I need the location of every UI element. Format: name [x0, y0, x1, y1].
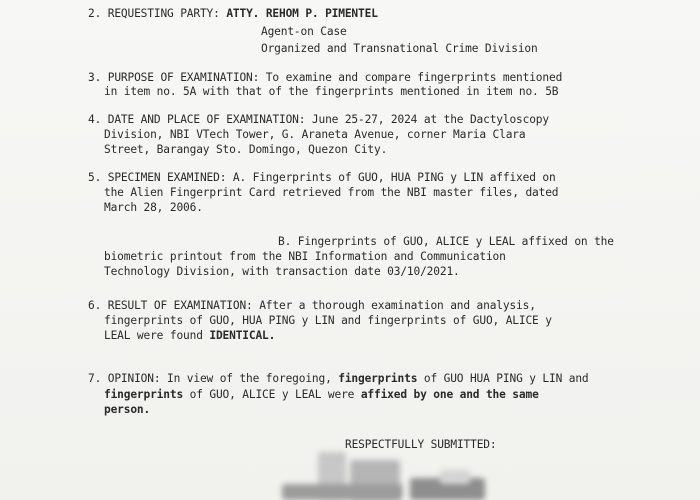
opinion-same-person-1: affixed by one and the same	[360, 388, 539, 401]
opinion-line-2	[104, 388, 539, 402]
requesting-party-division: Organized and Transnational Crime Division	[261, 42, 538, 55]
specimen-line-1: 5. SPECIMEN EXAMINED: A. Fingerprints of GUO, HUA PING y LIN affixed on	[88, 171, 556, 184]
opinion-text-2b: of GUO, ALICE y LEAL were	[183, 388, 361, 401]
opinion-text-1c: of GUO HUA PING y LIN and	[417, 372, 589, 385]
opinion-text-1a: 7. OPINION: In view of the foregoing,	[88, 372, 339, 385]
requesting-party-line	[88, 7, 378, 21]
result-text: LEAL were found	[104, 329, 210, 342]
purpose-line-2: in item no. 5A with that of the fingerprints mentioned in item no. 5B	[104, 85, 559, 98]
requesting-party-role: Agent-on Case	[261, 25, 347, 38]
specimen-line-4: B. Fingerprints of GUO, ALICE y LEAL affixed on the	[278, 235, 614, 248]
date-place-line-1: 4. DATE AND PLACE OF EXAMINATION: June 25-27, 2024 at the Dactyloscopy	[88, 113, 549, 126]
result-line-1: 6. RESULT OF EXAMINATION: After a thorough examination and analysis,	[88, 299, 536, 312]
specimen-line-2: the Alien Fingerprint Card retrieved from the NBI master files, dated	[104, 186, 559, 199]
opinion-line-3: person.	[104, 403, 151, 416]
opinion-fingerprints-1: fingerprints	[338, 372, 418, 385]
result-line-3	[104, 329, 275, 343]
date-place-line-3: Street, Barangay Sto. Domingo, Quezon City.	[104, 143, 388, 156]
requesting-party-label: 2. REQUESTING PARTY:	[88, 7, 220, 20]
specimen-line-3: March 28, 2006.	[104, 201, 203, 214]
specimen-line-5: biometric printout from the NBI Information and Communication	[104, 250, 506, 263]
redaction-blur-5	[440, 470, 470, 484]
opinion-fingerprints-2: fingerprints	[104, 388, 184, 401]
result-identical: IDENTICAL.	[209, 329, 276, 342]
date-place-line-2: Division, NBI VTech Tower, G. Araneta Avenue, corner Maria Clara	[104, 128, 526, 141]
specimen-line-6: Technology Division, with transaction date 03/10/2021.	[104, 265, 460, 278]
purpose-line-1: 3. PURPOSE OF EXAMINATION: To examine and compare fingerprints mentioned	[88, 71, 563, 84]
respectfully-submitted: RESPECTFULLY SUBMITTED:	[345, 438, 497, 451]
requesting-party-name: ATTY. REHOM P. PIMENTEL	[226, 7, 378, 20]
result-line-2: fingerprints of GUO, HUA PING y LIN and fingerprints of GUO, ALICE y	[104, 314, 552, 327]
opinion-line-1	[88, 372, 589, 386]
redaction-blur-3	[282, 484, 402, 500]
